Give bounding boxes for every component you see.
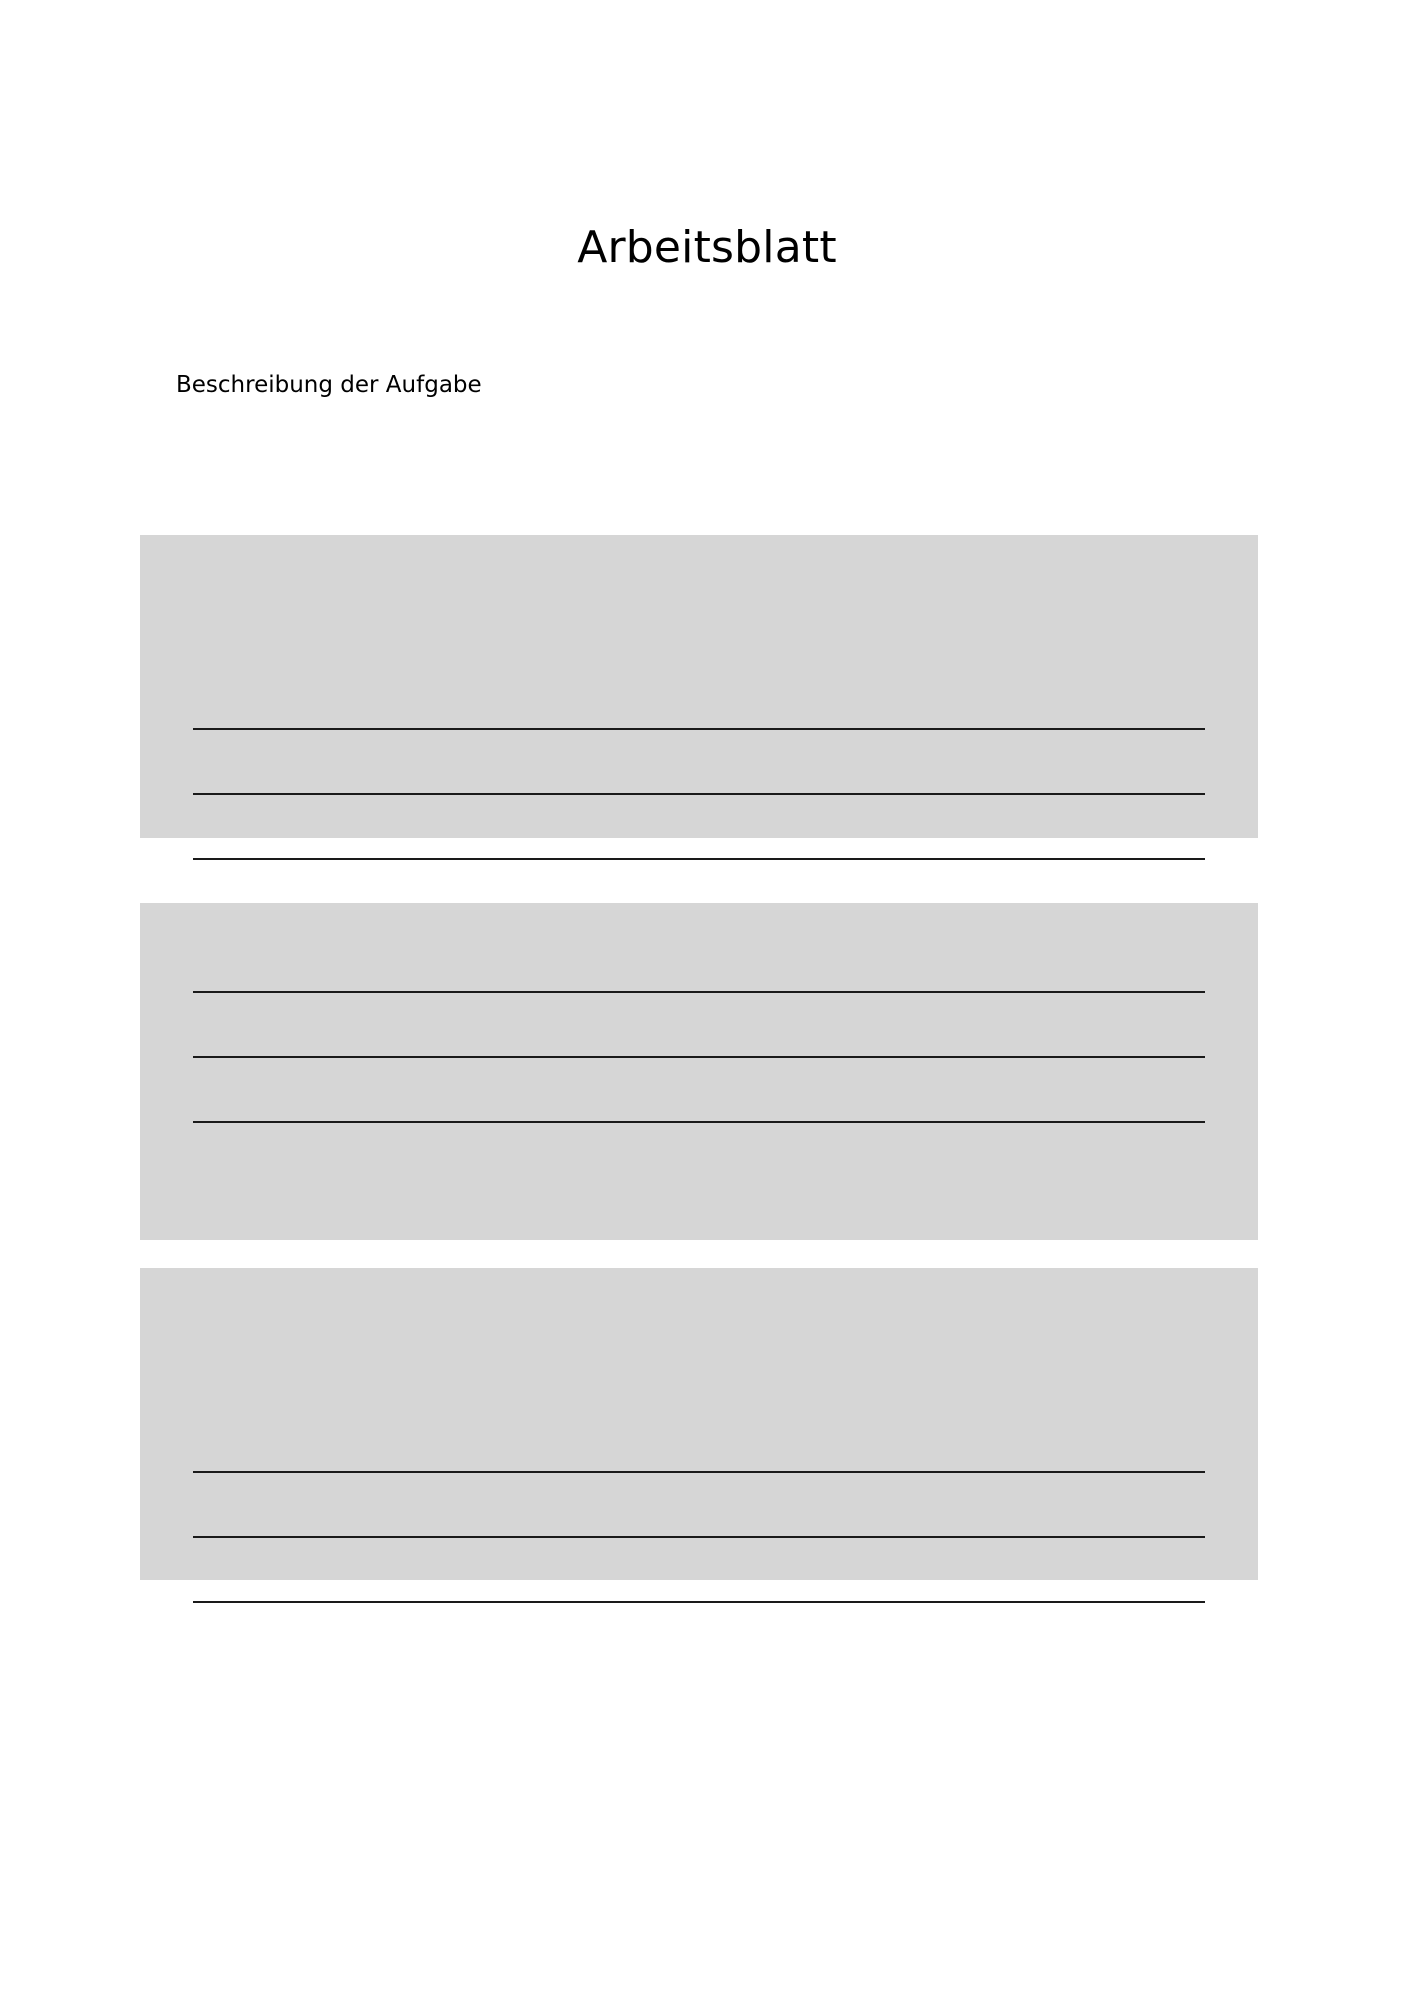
- answer-line[interactable]: [193, 665, 1205, 730]
- answer-line[interactable]: [193, 1408, 1205, 1473]
- answer-line[interactable]: [193, 993, 1205, 1058]
- task-description-label: Beschreibung der Aufgabe: [176, 372, 482, 398]
- answer-line[interactable]: [193, 730, 1205, 795]
- answer-block-3: [140, 1268, 1258, 1580]
- page-title: Arbeitsblatt: [577, 222, 837, 273]
- answer-line[interactable]: [193, 1538, 1205, 1603]
- answer-line[interactable]: [193, 1473, 1205, 1538]
- answer-lines-1: [193, 665, 1205, 860]
- answer-lines-3: [193, 1408, 1205, 1603]
- answer-line[interactable]: [193, 928, 1205, 993]
- answer-lines-2: [193, 928, 1205, 1123]
- answer-line[interactable]: [193, 795, 1205, 860]
- answer-line[interactable]: [193, 1058, 1205, 1123]
- answer-block-1: [140, 535, 1258, 838]
- answer-block-2: [140, 903, 1258, 1240]
